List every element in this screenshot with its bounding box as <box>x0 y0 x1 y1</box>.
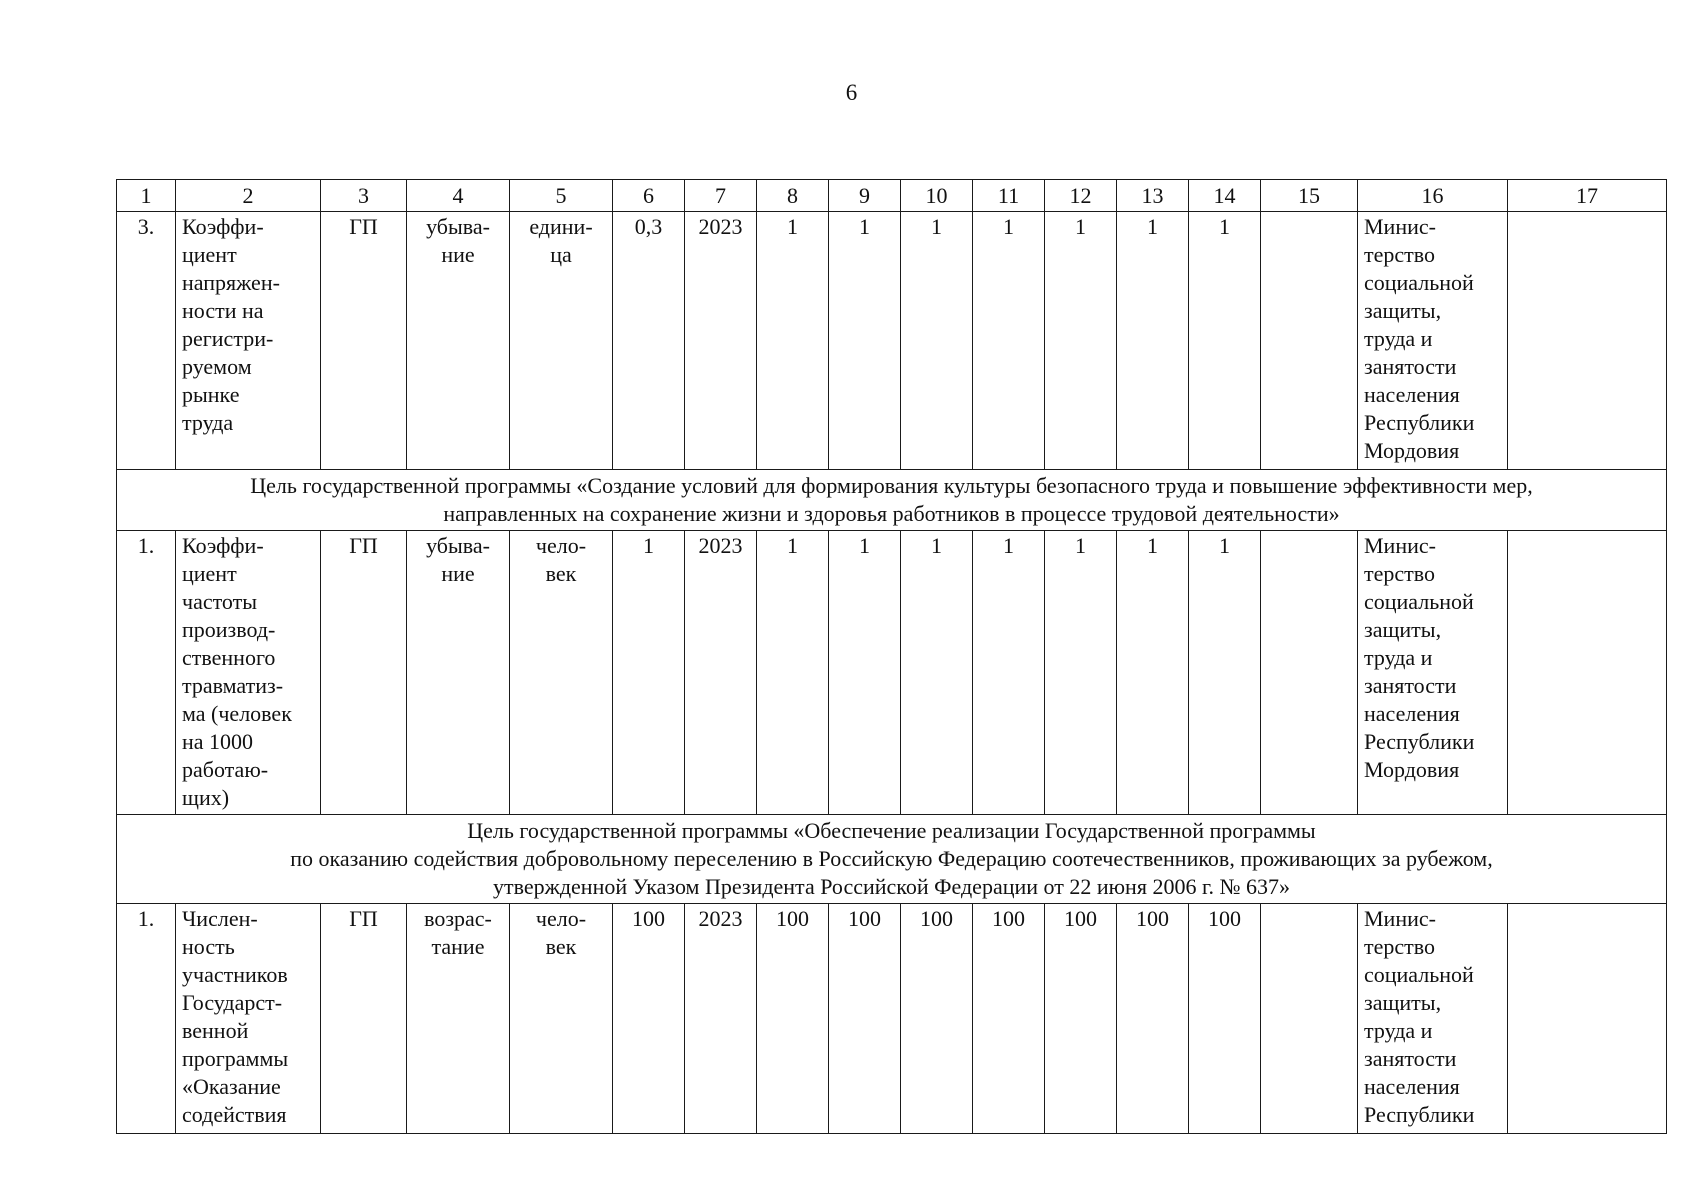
empty-cell <box>1508 212 1667 470</box>
target-value: 100 <box>1045 904 1117 1134</box>
target-value: 1 <box>901 212 973 470</box>
indicator-trend: убыва- ние <box>407 212 510 470</box>
base-year: 2023 <box>685 904 757 1134</box>
base-year: 2023 <box>685 531 757 815</box>
header-cell: 7 <box>685 180 757 212</box>
target-value: 100 <box>1189 904 1261 1134</box>
empty-cell <box>1261 904 1358 1134</box>
empty-cell <box>1261 212 1358 470</box>
header-cell: 8 <box>757 180 829 212</box>
target-value: 1 <box>1045 531 1117 815</box>
base-year: 2023 <box>685 212 757 470</box>
target-value: 100 <box>901 904 973 1134</box>
responsible-body: Минис- терство социальной защиты, труда и занятости населения Республики <box>1358 904 1508 1134</box>
indicator-name: Числен- ность участников Государст- венной программы «Оказание содействия <box>176 904 321 1134</box>
header-cell: 1 <box>117 180 176 212</box>
header-cell: 11 <box>973 180 1045 212</box>
target-value: 1 <box>1117 212 1189 470</box>
row-number: 3. <box>117 212 176 470</box>
target-value: 1 <box>1189 531 1261 815</box>
target-value: 1 <box>1045 212 1117 470</box>
header-cell: 4 <box>407 180 510 212</box>
indicator-row <box>117 212 1667 470</box>
row-number: 1. <box>117 904 176 1134</box>
header-cell: 9 <box>829 180 901 212</box>
indicator-level: ГП <box>321 904 407 1134</box>
header-cell: 16 <box>1358 180 1508 212</box>
target-value: 1 <box>757 212 829 470</box>
indicator-level: ГП <box>321 531 407 815</box>
program-goal: Цель государственной программы «Создание условий для формирования культуры безопасного труда и повышение эффективности мер, направленных на сохранение жизни и здоровья работников в процессе трудовой деятельности» <box>117 470 1667 531</box>
indicator-level: ГП <box>321 212 407 470</box>
header-cell: 12 <box>1045 180 1117 212</box>
base-value: 1 <box>613 531 685 815</box>
header-cell: 10 <box>901 180 973 212</box>
base-value: 0,3 <box>613 212 685 470</box>
program-goal: Цель государственной программы «Обеспечение реализации Государственной программы по оказанию содействия добровольному переселению в Российскую Федерацию соотечественников, проживающих за рубежом, утвержденной Указом Президента Российской Федерации от 22 июня 2006 г. № 637» <box>117 815 1667 904</box>
target-value: 1 <box>973 212 1045 470</box>
indicator-unit: чело- век <box>510 531 613 815</box>
header-cell: 17 <box>1508 180 1667 212</box>
column-number-header-row <box>117 180 1667 212</box>
header-cell: 5 <box>510 180 613 212</box>
target-value: 1 <box>973 531 1045 815</box>
target-value: 1 <box>757 531 829 815</box>
header-cell: 14 <box>1189 180 1261 212</box>
target-value: 1 <box>1117 531 1189 815</box>
empty-cell <box>1508 904 1667 1134</box>
indicator-trend: убыва- ние <box>407 531 510 815</box>
base-value: 100 <box>613 904 685 1134</box>
header-cell: 13 <box>1117 180 1189 212</box>
target-value: 100 <box>757 904 829 1134</box>
empty-cell <box>1261 531 1358 815</box>
indicator-name: Коэффи- циент напряжен- ности на регистри- руемом рынке труда <box>176 212 321 470</box>
header-cell: 3 <box>321 180 407 212</box>
indicator-name: Коэффи- циент частоты производ- ственного травматиз- ма (человек на 1000 работаю- щих) <box>176 531 321 815</box>
indicators-table <box>116 179 1667 1134</box>
indicator-trend: возрас- тание <box>407 904 510 1134</box>
target-value: 1 <box>1189 212 1261 470</box>
empty-cell <box>1508 531 1667 815</box>
row-number: 1. <box>117 531 176 815</box>
responsible-body: Минис- терство социальной защиты, труда и занятости населения Республики Мордовия <box>1358 531 1508 815</box>
header-cell: 2 <box>176 180 321 212</box>
indicator-row <box>117 904 1667 1134</box>
indicator-unit: чело- век <box>510 904 613 1134</box>
target-value: 1 <box>829 212 901 470</box>
target-value: 100 <box>829 904 901 1134</box>
indicator-row <box>117 531 1667 815</box>
page-number: 6 <box>845 80 858 105</box>
responsible-body: Минис- терство социальной защиты, труда и занятости населения Республики Мордовия <box>1358 212 1508 470</box>
header-cell: 15 <box>1261 180 1358 212</box>
target-value: 1 <box>901 531 973 815</box>
indicator-unit: едини- ца <box>510 212 613 470</box>
target-value: 1 <box>829 531 901 815</box>
header-cell: 6 <box>613 180 685 212</box>
program-goal-row <box>117 470 1667 531</box>
target-value: 100 <box>1117 904 1189 1134</box>
target-value: 100 <box>973 904 1045 1134</box>
program-goal-row <box>117 815 1667 904</box>
